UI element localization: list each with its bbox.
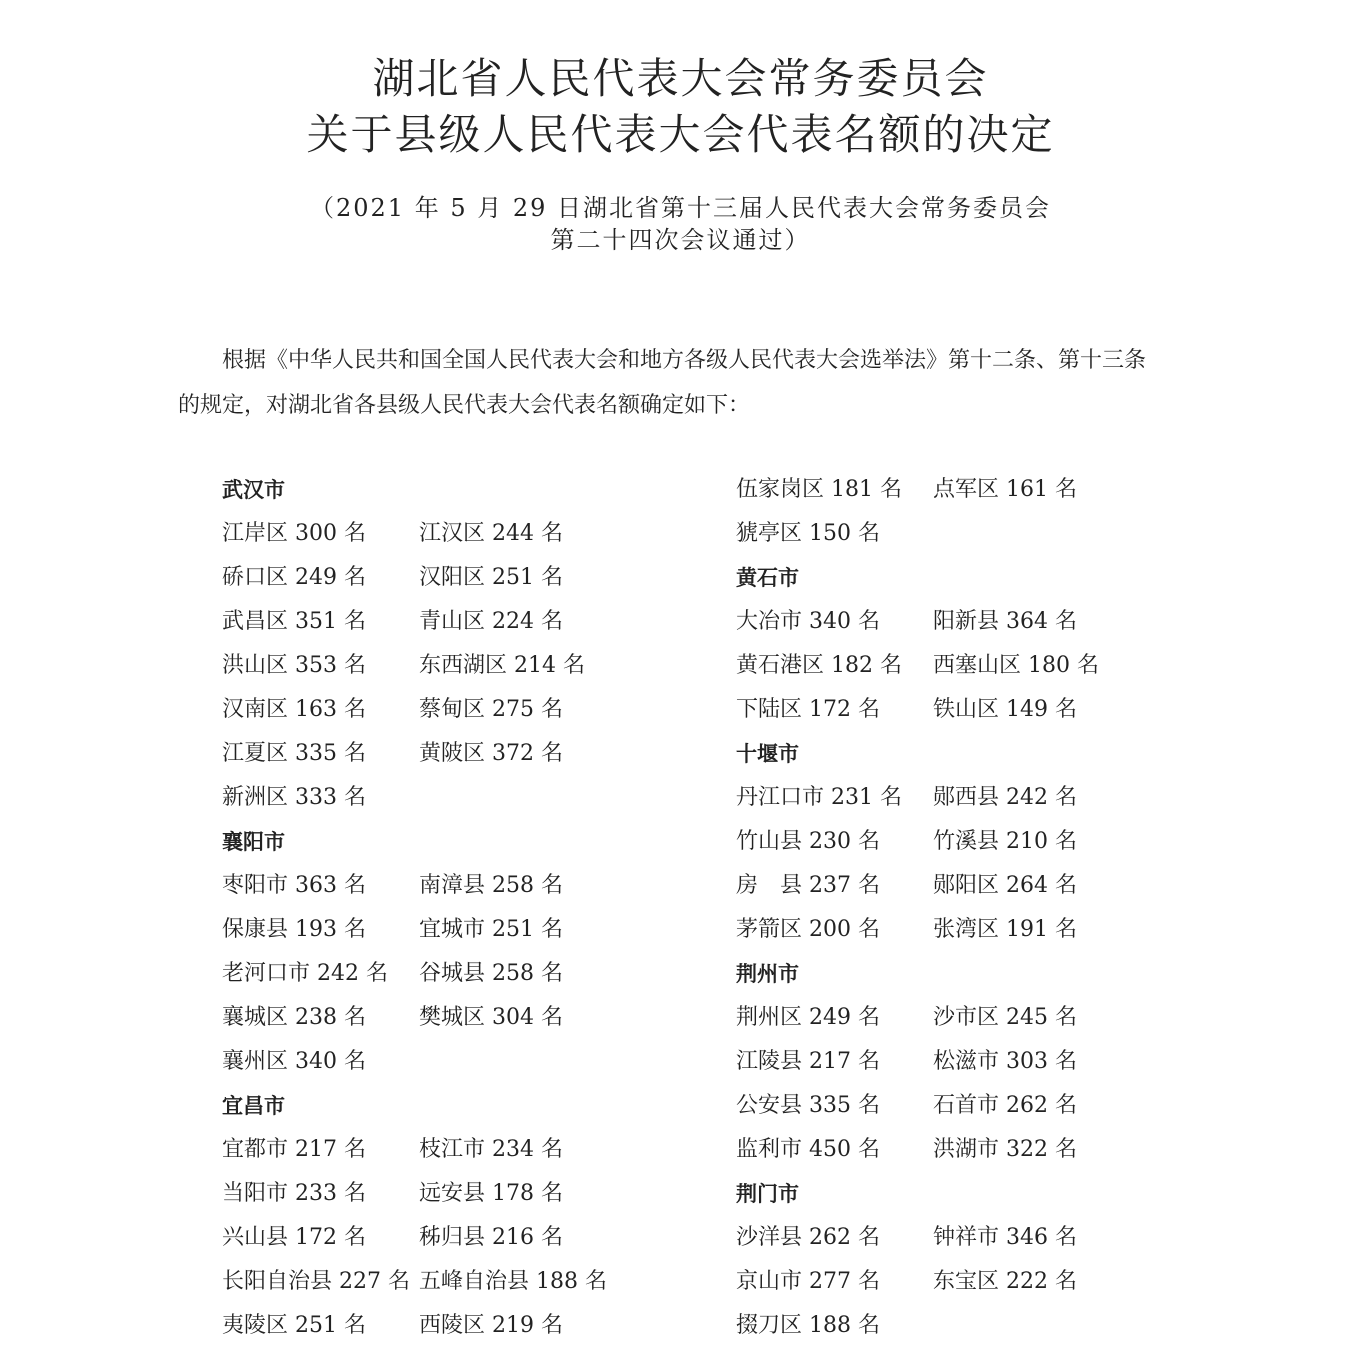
district-quota: 秭归县 216 名 <box>419 1225 563 1250</box>
district-quota: 沙洋县 262 名 <box>736 1225 880 1250</box>
district-quota: 夷陵区 251 名 <box>222 1313 366 1338</box>
district-quota: 郧西县 242 名 <box>933 785 1077 810</box>
intro-paragraph: 根据《中华人民共和国全国人民代表大会和地方各级人民代表大会选举法》第十二条、第十三条的规定，对湖北省各县级人民代表大会代表名额确定如下： <box>178 348 1147 418</box>
district-quota: 京山市 277 名 <box>736 1269 880 1294</box>
district-quota: 兴山县 172 名 <box>222 1225 366 1250</box>
district-quota: 伍家岗区 181 名 <box>736 477 902 502</box>
district-quota: 黄陂区 372 名 <box>419 741 563 766</box>
district-quota: 长阳自治县 227 名 <box>222 1269 410 1294</box>
district-quota: 谷城县 258 名 <box>419 961 563 986</box>
district-quota: 黄石港区 182 名 <box>736 653 902 678</box>
district-quota: 茅箭区 200 名 <box>736 917 880 942</box>
adoption-note-line-2: 第二十四次会议通过） <box>550 226 811 254</box>
district-quota: 张湾区 191 名 <box>933 917 1077 942</box>
district-quota: 沙市区 245 名 <box>933 1005 1077 1030</box>
district-quota: 襄城区 238 名 <box>222 1005 366 1030</box>
city-name: 武汉市 <box>222 478 285 502</box>
district-quota: 江岸区 300 名 <box>222 521 366 546</box>
city-name: 荆州市 <box>736 962 799 986</box>
district-quota: 竹溪县 210 名 <box>933 829 1077 854</box>
district-quota: 远安县 178 名 <box>419 1181 563 1206</box>
district-quota: 江汉区 244 名 <box>419 521 563 546</box>
document-title-line-2: 关于县级人民代表大会代表名额的决定 <box>306 110 1055 159</box>
district-quota: 硚口区 249 名 <box>222 565 366 590</box>
district-quota: 点军区 161 名 <box>933 477 1077 502</box>
district-quota: 石首市 262 名 <box>933 1093 1077 1118</box>
city-name: 荆门市 <box>736 1182 799 1206</box>
district-quota: 襄州区 340 名 <box>222 1049 366 1074</box>
district-quota: 竹山县 230 名 <box>736 829 880 854</box>
district-quota: 西陵区 219 名 <box>419 1313 563 1338</box>
city-name: 黄石市 <box>736 566 799 590</box>
district-quota: 武昌区 351 名 <box>222 609 366 634</box>
district-quota: 荆州区 249 名 <box>736 1005 880 1030</box>
district-quota: 监利市 450 名 <box>736 1137 880 1162</box>
district-quota: 南漳县 258 名 <box>419 873 563 898</box>
district-quota: 青山区 224 名 <box>419 609 563 634</box>
district-quota: 当阳市 233 名 <box>222 1181 366 1206</box>
district-quota: 下陆区 172 名 <box>736 697 880 722</box>
city-name: 宜昌市 <box>222 1094 285 1118</box>
district-quota: 新洲区 333 名 <box>222 785 366 810</box>
district-quota: 五峰自治县 188 名 <box>419 1269 607 1294</box>
district-quota: 枝江市 234 名 <box>419 1137 563 1162</box>
district-quota: 宜城市 251 名 <box>419 917 563 942</box>
document-title-line-1: 湖北省人民代表大会常务委员会 <box>372 54 989 103</box>
district-quota: 保康县 193 名 <box>222 917 366 942</box>
district-quota: 铁山区 149 名 <box>933 697 1077 722</box>
adoption-note-line-1: （2021 年 5 月 29 日湖北省第十三届人民代表大会常务委员会 <box>309 194 1052 222</box>
district-quota: 枣阳市 363 名 <box>222 873 366 898</box>
district-quota: 江陵县 217 名 <box>736 1049 880 1074</box>
district-quota: 钟祥市 346 名 <box>933 1225 1077 1250</box>
district-quota: 樊城区 304 名 <box>419 1005 563 1030</box>
district-quota: 西塞山区 180 名 <box>933 653 1099 678</box>
district-quota: 松滋市 303 名 <box>933 1049 1077 1074</box>
district-quota: 洪山区 353 名 <box>222 653 366 678</box>
city-name: 十堰市 <box>736 742 799 766</box>
district-quota: 丹江口市 231 名 <box>736 785 902 810</box>
district-quota: 郧阳区 264 名 <box>933 873 1077 898</box>
district-quota: 汉南区 163 名 <box>222 697 366 722</box>
district-quota: 阳新县 364 名 <box>933 609 1077 634</box>
district-quota: 猇亭区 150 名 <box>736 521 880 546</box>
district-quota: 公安县 335 名 <box>736 1093 880 1118</box>
district-quota: 东宝区 222 名 <box>933 1269 1077 1294</box>
district-quota: 洪湖市 322 名 <box>933 1137 1077 1162</box>
district-quota: 老河口市 242 名 <box>222 961 388 986</box>
district-quota: 蔡甸区 275 名 <box>419 697 563 722</box>
district-quota: 汉阳区 251 名 <box>419 565 563 590</box>
district-quota: 大冶市 340 名 <box>736 609 880 634</box>
district-quota: 掇刀区 188 名 <box>736 1313 880 1338</box>
city-name: 襄阳市 <box>222 830 285 854</box>
district-quota: 房 县 237 名 <box>736 873 880 898</box>
district-quota: 江夏区 335 名 <box>222 741 366 766</box>
district-quota: 东西湖区 214 名 <box>419 653 585 678</box>
district-quota: 宜都市 217 名 <box>222 1137 366 1162</box>
